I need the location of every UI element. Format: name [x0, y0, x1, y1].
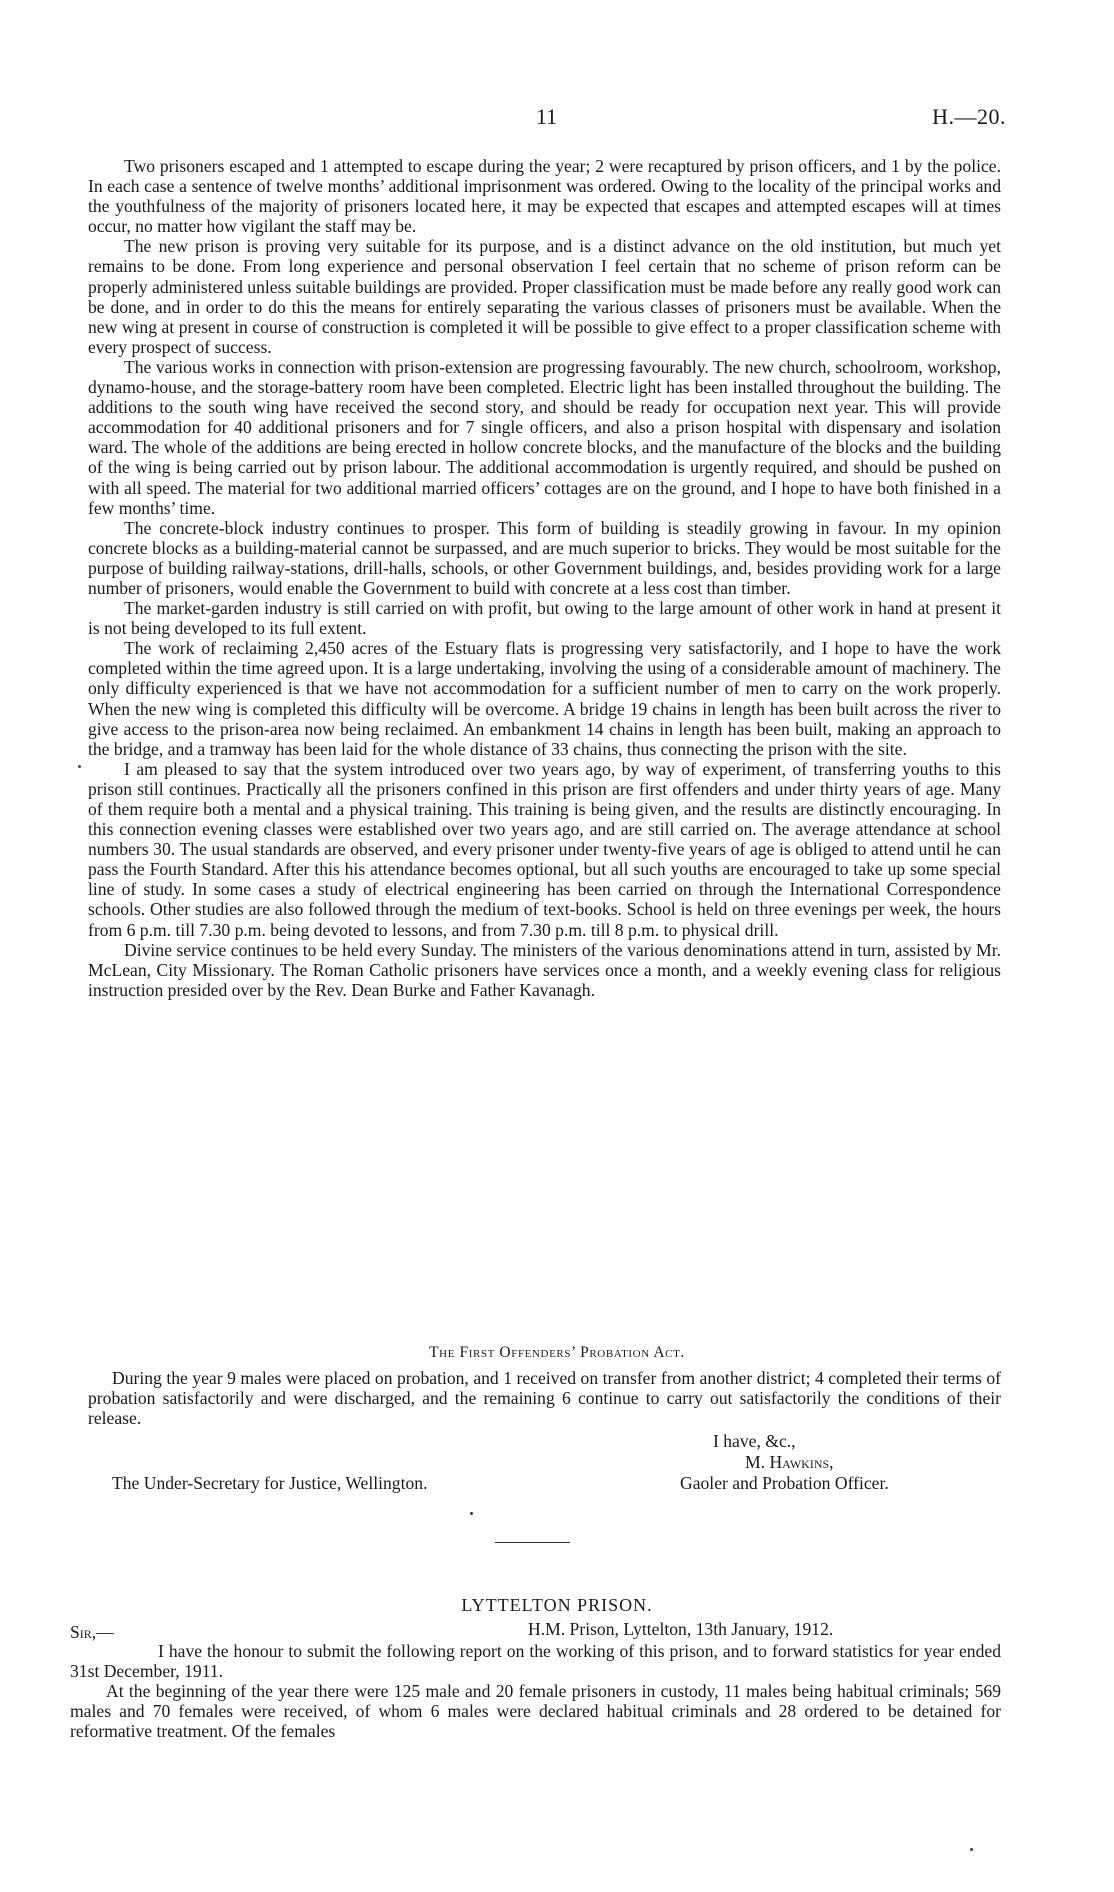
paragraph-youths-training: I am pleased to say that the system introduced over two years ago, by way of experiment, of transferring youths to this prison still continues. Practically all the prisoners confined in this prison are first offenders and under thirty years of age. Many of them require both a mental and a physical training. This training is being given, and the results are distinctly encouraging. In this connection evening classes were established over two years ago, and are still carried on. The average attendance at school numbers 30. The usual standards are observed, and every prisoner under twenty-five years of age is obliged to attend until he can pass the Fourth Standard. After this his attendance becomes optional, but all such youths are encouraged to take up some special line of study. In some cases a study of electrical engineering has been carried on through the International Correspondence schools. Other studies are also followed through the medium of text-books. School is held on three evenings per week, the hours from 6 p.m. till 7.30 p.m. being devoted to lessons, and from 7.30 p.m. till 8 p.m. to physical drill. — [88, 758, 1001, 940]
paragraph-concrete-block: The concrete-block industry continues to prosper. This form of building is steadily growing in favour. In my opinion concrete blocks as a building-material cannot be surpassed, and are much superior to bricks. They would be most suitable for the purpose of building railway-stations, drill-halls, schools, or other Government buildings, and, besides providing work for a large number of prisoners, would enable the Government to build with concrete at a less cost than timber. — [88, 517, 1001, 598]
signatory-name: M. Hawkins, — [745, 1452, 834, 1472]
divider-dot — [470, 1512, 473, 1515]
page-number: 11 — [536, 104, 558, 129]
page-header — [0, 104, 1114, 134]
probation-paragraph: During the year 9 males were placed on probation, and 1 received on transfer from another district; 4 completed their terms of probation satisfactorily and were discharged, and the remaining 6 continue to carry out satisfactorily the conditions of their release. — [88, 1368, 1001, 1429]
paragraph-market-garden: The market-garden industry is still carried on with profit, but owing to the large amount of other work in hand at present it is not being developed to its full extent. — [88, 598, 1001, 639]
print-speck — [970, 1848, 973, 1851]
paragraph-divine-service: Divine service continues to be held every Sunday. The ministers of the various denominations attend in turn, assisted by Mr. McLean, City Missionary. The Roman Catholic prisoners have services once a month, and a weekly evening class for religious instruction presided over by the Rev. Dean Burke and Father Kavanagh. — [88, 939, 1001, 1000]
paragraph-extension-works: The various works in connection with prison-extension are progressing favourably. The new church, schoolroom, workshop, dynamo-house, and the storage-battery room have been completed. Electric light has been installed throughout the building. The additions to the south wing have received the second story, and should be ready for occupation next year. This will provide accommodation for 40 additional prisoners and for 7 single officers, and also a prison hospital with dispensary and isolation ward. The whole of the additions are being erected in hollow concrete blocks, and the manufacture of the blocks and the building of the wing is being carried out by prison labour. The additional accommodation is urgently required, and should be pushed on with all speed. The material for two additional married officers’ cottages are on the ground, and I hope to have both finished in a few months’ time. — [88, 356, 1001, 518]
document-reference: H.—20. — [932, 104, 1006, 129]
prison-report-body — [88, 156, 1001, 1000]
signatory-title: Gaoler and Probation Officer. — [680, 1473, 889, 1493]
lyttelton-paragraph-intro: I have the honour to submit the following report on the working of this prison, and to forward statistics for year ended 31st December, 1911. — [70, 1641, 1001, 1682]
paragraph-new-prison: The new prison is proving very suitable for its purpose, and is a distinct advance on the old institution, but much yet remains to be done. From long experience and personal observation I feel certain that no scheme of prison reform can be properly administered unless suitable buildings are provided. Proper classification must be made before any really good work can be done, and in order to do this the means for entirely separating the various classes of prisoners must be available. When the new wing at present in course of construction is completed it will be possible to give effect to a proper classification scheme with every prospect of success. — [88, 236, 1001, 357]
closing-phrase: I have, &c., — [713, 1431, 796, 1451]
addressee: The Under-Secretary for Justice, Wellington. — [112, 1473, 428, 1493]
lyttelton-body — [70, 1641, 1001, 1741]
lyttelton-section-title: LYTTELTON PRISON. — [461, 1595, 653, 1615]
probation-body — [88, 1368, 1001, 1428]
salutation: Sir,— — [70, 1622, 114, 1642]
probation-section-title: The First Offenders’ Probation Act. — [429, 1344, 685, 1361]
paragraph-reclamation: The work of reclaiming 2,450 acres of the Estuary flats is progressing very satisfactorily, and I hope to have the work completed within the time agreed upon. It is a large undertaking, involving the using of a considerable amount of machinery. The only difficulty experienced is that we have not accommodation for a sufficient number of men to carry on the work properly. When the new wing is completed this difficulty will be overcome. A bridge 19 chains in length has been built across the river to give access to the prison-area now being reclaimed. An embankment 14 chains in length has been built, making an approach to the bridge, and a tramway has been laid for the whole distance of 33 chains, thus connecting the prison with the site. — [88, 638, 1001, 759]
paragraph-escapes: Two prisoners escaped and 1 attempted to escape during the year; 2 were recaptured by prison officers, and 1 by the police. In each case a sentence of twelve months’ additional imprisonment was ordered. Owing to the locality of the principal works and the youthfulness of the majority of prisoners located here, it may be expected that escapes and attempted escapes will at times occur, no matter how vigilant the staff may be. — [88, 156, 1001, 237]
print-speck — [78, 765, 81, 768]
lyttelton-paragraph-custody: At the beginning of the year there were 125 male and 20 female prisoners in custody, 11 males being habitual criminals; 569 males and 70 females were received, of whom 6 males were declared habitual criminals and 28 ordered to be detained for reformative treatment. Of the females — [70, 1681, 1001, 1742]
dateline: H.M. Prison, Lyttelton, 13th January, 1912. — [528, 1619, 834, 1639]
section-divider — [495, 1542, 570, 1543]
